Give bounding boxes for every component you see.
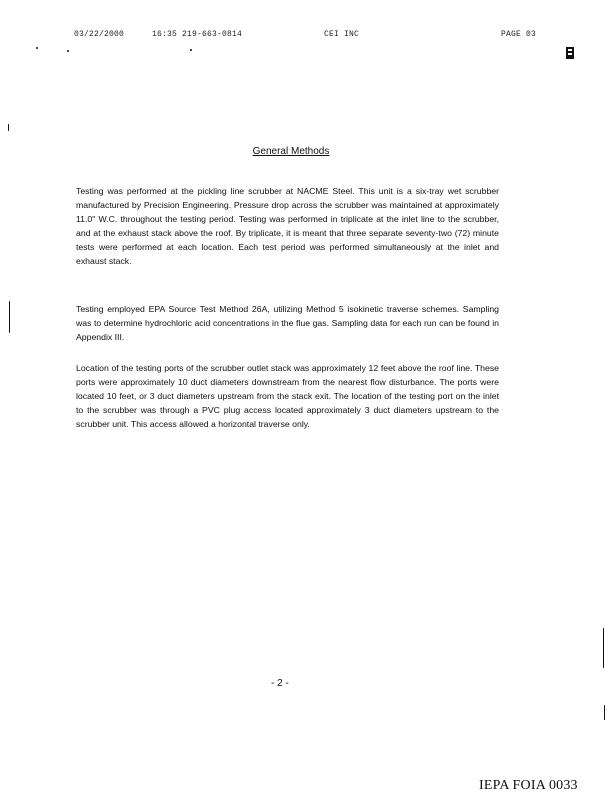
paragraph-general-methods-3: Location of the testing ports of the scrubber outlet stack was approximately 12 feet above the roof line. These ports were approximately 10 duct diameters downstream from the nearest flow disturbance. The ports were located 10 feet, or 3 duct diameters upstream from the stack exit. The location of the testing port on the inlet to the scrubber was through a PVC plug access located approximately 3 duct diameters upstream to the scrubber unit. This access allowed a horizontal traverse only. (76, 363, 499, 429)
scan-speck (36, 47, 38, 49)
scan-speck (604, 705, 605, 720)
paragraph-general-methods-2: Testing employed EPA Source Test Method 26A, utilizing Method 5 isokinetic traverse schemes. Sampling was to determine hydrochloric acid concentrations in the flue gas. Sampling data for each run can be found in Appendix III. (76, 304, 499, 342)
fax-page-label: PAGE 03 (501, 30, 537, 39)
bates-number: IEPA FOIA 0033 (479, 778, 578, 793)
scan-speck (190, 49, 192, 51)
scan-speck (9, 301, 10, 333)
fax-phone: 219-663-0814 (182, 30, 243, 39)
page-number: - 2 - (271, 678, 289, 689)
fax-time: 16:35 (152, 30, 178, 39)
fax-sender: CEI INC (324, 30, 360, 39)
paragraph-general-methods-1: Testing was performed at the pickling line scrubber at NACME Steel. This unit is a six-tray wet scrubber manufactured by Precision Engineering. Pressure drop across the scrubber was maintained at approximately 11.0" W.C. throughout the testing period. Testing was performed in triplicate at the inlet line to the scrubber, and at the exhaust stack above the roof. By triplicate, it is meant that three separate seventy-two (72) minute tests were performed at each location. Each test period was performed simultaneously at the inlet and exhaust stack. (76, 186, 499, 266)
scan-speck (8, 124, 9, 131)
scan-speck (603, 628, 604, 668)
scan-corner-icon (565, 46, 575, 60)
fax-date: 03/22/2000 (74, 30, 125, 39)
section-title: General Methods (252, 146, 330, 157)
scan-speck (67, 50, 69, 52)
fax-header (74, 30, 554, 46)
